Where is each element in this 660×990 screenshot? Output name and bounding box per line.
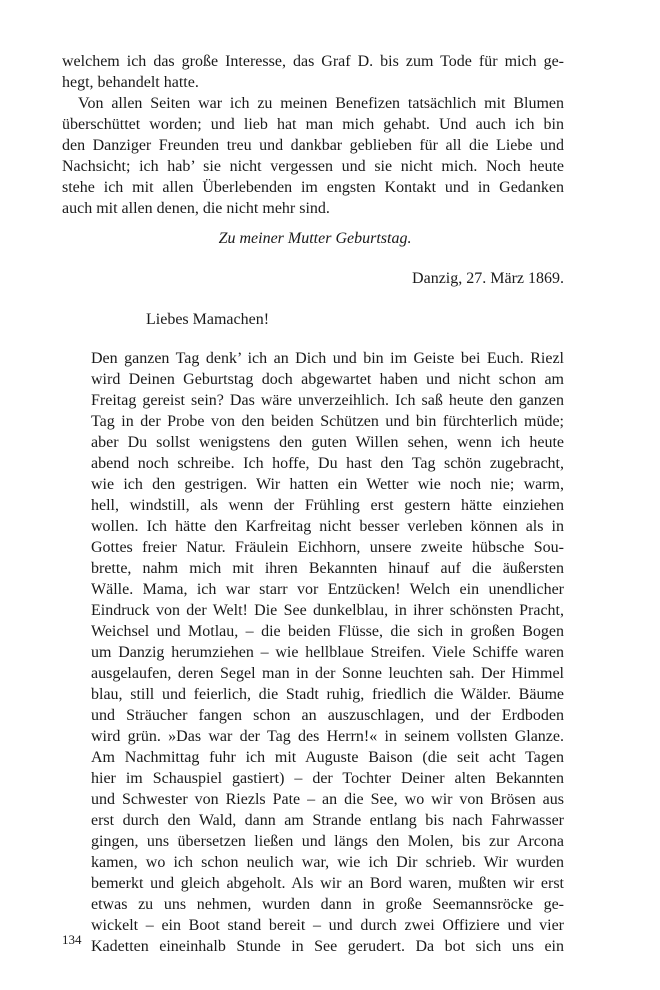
text-line: abend noch schreibe. Ich hoffe, Du hast den Tag schön zugebracht, [91, 455, 564, 472]
text-line: aber Du sollst wenigstens den guten Willen sehen, wenn ich heute [91, 434, 564, 451]
text-line: brette, nahm mich mit ihren Bekannten hinauf auf die äußersten [91, 560, 564, 577]
text-line: und Schwester von Riezls Pate – an die See, wo wir von Brösen aus [91, 791, 564, 808]
text-line: hegt, behandelt hatte. [62, 74, 199, 91]
page-number: 134 [62, 932, 82, 947]
text-line: bemerkt und gleich abgeholt. Als wir an Bord waren, mußten wir erst [91, 875, 564, 892]
text-line: Tag in der Probe von den beiden Schützen und bin fürchterlich müde; [91, 413, 564, 430]
letter-dateline: Danzig, 27. März 1869. [412, 270, 564, 287]
text-line: etwas zu uns nehmen, wurden dann in große Seemannsröcke ge- [91, 896, 564, 913]
letter-salutation: Liebes Mamachen! [146, 311, 270, 328]
text-line: auch mit allen denen, die nicht mehr sind. [62, 200, 330, 217]
text-line: Wälle. Mama, ich war starr vor Entzücken! Welch ein unendlicher [91, 581, 564, 598]
text-line: wie ich den gestrigen. Wir hatten ein Wetter wie noch nie; warm, [91, 476, 564, 493]
text-line: Freitag gereist sein? Das wäre unverzeihlich. Ich saß heute den ganzen [91, 392, 564, 409]
text-line: hier im Schauspiel gastiert) – der Tochter Deiner alten Bekannten [91, 770, 564, 787]
text-line: Den ganzen Tag denk’ ich an Dich und bin im Geiste bei Euch. Riezl [91, 350, 564, 367]
text-line: hell, windstill, als wenn der Frühling erst gestern hätte einziehen [91, 497, 564, 514]
text-line: den Danziger Freunden treu und dankbar geblieben für all die Liebe und [62, 137, 564, 154]
letter-heading: Zu meiner Mutter Geburtstag. [218, 230, 412, 247]
text-line: wird Deinen Geburtstag doch abgewartet haben und nicht schon am [91, 371, 564, 388]
text-line: um Danzig herumziehen – wie hellblaue Streifen. Viele Schiffe waren [91, 644, 564, 661]
text-line: Eindruck von der Welt! Die See dunkelblau, in ihrer schönsten Pracht, [91, 602, 564, 619]
text-line: kamen, wo ich schon neulich war, wie ich Dir schrieb. Wir wurden [91, 854, 564, 871]
text-line: welchem ich das große Interesse, das Graf D. bis zum Tode für mich ge- [62, 53, 564, 70]
text-line: wickelt – ein Boot stand bereit – und durch zwei Offiziere und vier [91, 917, 564, 934]
text-line: Gottes freier Natur. Fräulein Eichhorn, unsere zweite hübsche Sou- [91, 539, 564, 556]
text-line: blau, still und feierlich, die Stadt ruhig, friedlich die Wälder. Bäume [91, 686, 564, 703]
text-line: Kadetten eineinhalb Stunde in See gerudert. Da bot sich uns ein [91, 938, 564, 955]
text-line: wird grün. »Das war der Tag des Herrn!« in seinem vollsten Glanze. [91, 728, 564, 745]
text-line: erst durch den Wald, dann am Strande entlang bis nach Fahrwasser [91, 812, 564, 829]
text-line: gingen, uns übersetzen ließen und längs den Molen, bis zur Arcona [91, 833, 564, 850]
text-line: Am Nachmittag fuhr ich mit Auguste Baison (die seit acht Tagen [91, 749, 564, 766]
text-line: Von allen Seiten war ich zu meinen Benefizen tatsächlich mit Blumen [78, 95, 564, 112]
text-line: überschüttet worden; und lieb hat man mich gehabt. Und auch ich bin [62, 116, 564, 133]
text-line: Nachsicht; ich hab’ sie nicht vergessen und sie nicht mich. Noch heute [62, 158, 564, 175]
text-line: und Sträucher fangen schon an auszuschlagen, und der Erdboden [91, 707, 564, 724]
text-line: ausgelaufen, deren Segel man in der Sonne leuchten sah. Der Himmel [91, 665, 564, 682]
text-line: wollen. Ich hätte den Karfreitag nicht besser verleben können als in [91, 518, 564, 535]
text-line: stehe ich mit allen Überlebenden im engsten Kontakt und in Gedanken [62, 179, 564, 196]
text-line: Weichsel und Motlau, – die beiden Flüsse, die sich in großen Bogen [91, 623, 564, 640]
